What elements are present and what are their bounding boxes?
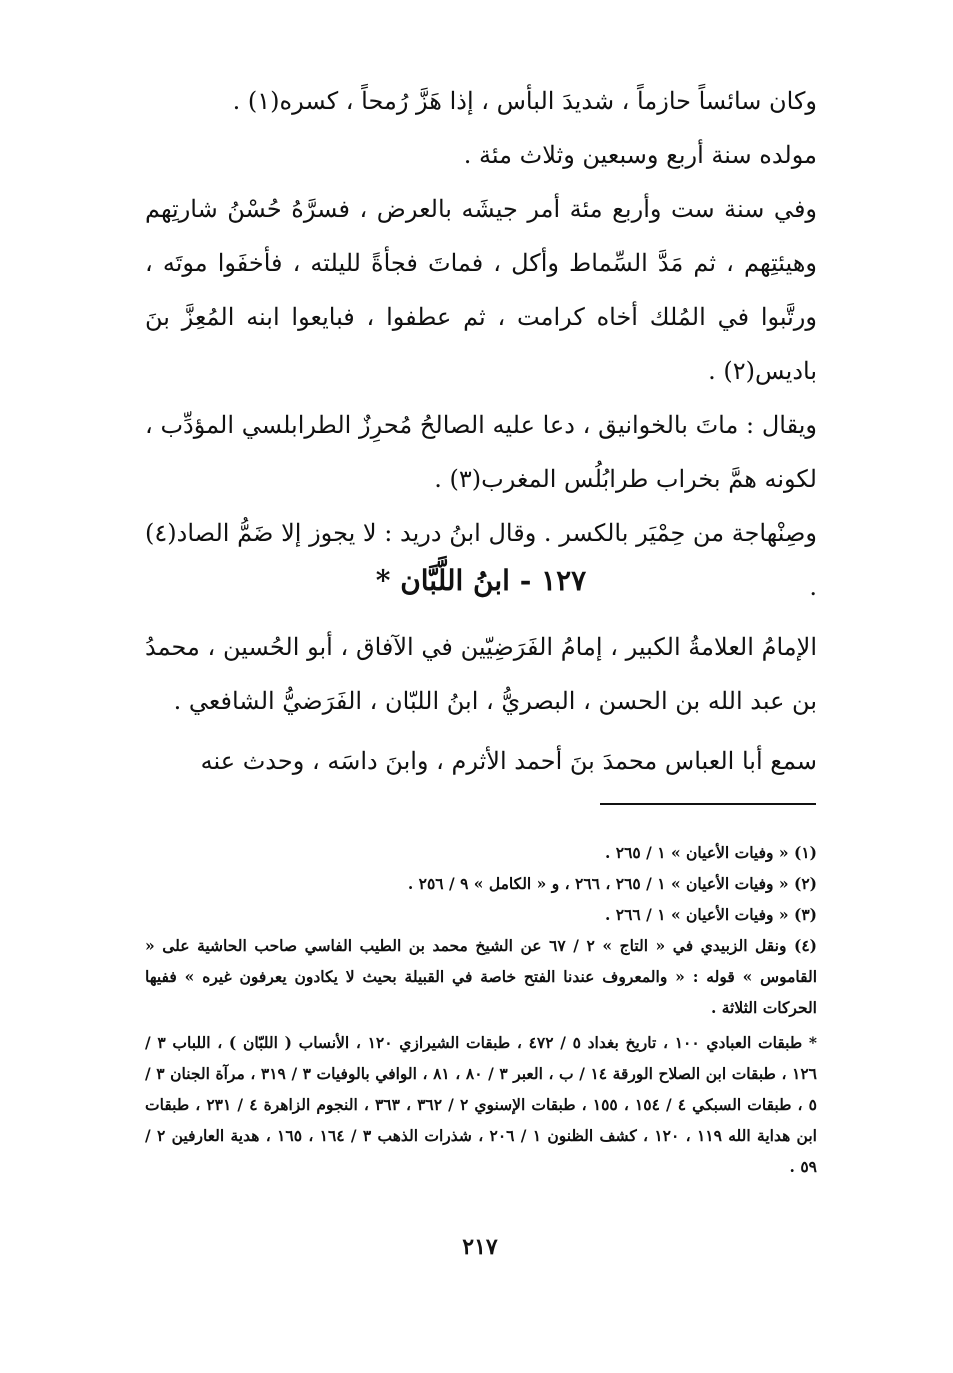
- biography-paragraph-1: الإمامُ العلامةُ الكبير ، إمامُ الفَرَضِيّين في الآفاق ، أبو الحُسين ، محمدُ بن عبد الله بن الحسن ، البصريُّ ، ابنُ اللبّان ، الفَرَضيُّ الشافعي .: [145, 633, 817, 715]
- footnote-1: (١) « وفيات الأعيان » ١ / ٢٦٥ .: [604, 843, 817, 862]
- footnote-separator: [600, 803, 816, 805]
- paragraph-4: ويقال : ماتَ بالخوانيق ، دعا عليه الصالحُ مُحرِزٌ الطرابلسي المؤدِّب ، لكونه همَّ بخراب طرابُلُس المغرب(٣) .: [145, 411, 817, 493]
- footnote-2: (٢) « وفيات الأعيان » ١ / ٢٦٥ ، ٢٦٦ ، و « الكامل » ٩ / ٢٥٦ .: [407, 874, 817, 893]
- paragraph-1: وكان سائساً حازماً ، شديدَ البأس ، إذا هَزَّ رُمحاً ، كسره(١) .: [232, 87, 817, 115]
- paragraph-5: وصِنْهاجة من حِمْيَر بالكسر . وقال ابنُ دريد : لا يجوز إلا ضَمُّ الصاد(٤) .: [145, 519, 817, 601]
- sources-note: * طبقات العبادي ١٠٠ ، تاريخ بغداد ٥ / ٤٧٢ ، طبقات الشيرازي ١٢٠ ، الأنساب ( اللبّان ) ، اللباب ٣ / ١٢٦ ، طبقات ابن الصلاح الورقة ١٤ / ب ، العبر ٣ / ٨٠ ، ٨١ ، الوافي بالوفيات ٣ / ٣١٩ ، مرآة الجنان ٣ / ٥ ، طبقات السبكي ٤ / ١٥٤ ، ١٥٥ ، طبقات الإسنوي ٢ / ٣٦٢ ، ٣٦٣ ، النجوم الزاهرة ٤ / ٢٣١ ، طبقات ابن هداية الله ١١٩ ، ١٢٠ ، كشف الظنون ١ / ٢٠٦ ، شذرات الذهب ٣ / ١٦٤ ، ١٦٥ ، هدية العارفين ٢ / ٥٩ .: [145, 1033, 817, 1176]
- page-number: ٢١٧: [462, 1234, 498, 1260]
- footnotes: [145, 837, 817, 1182]
- footnote-3: (٣) « وفيات الأعيان » ١ / ٢٦٦ .: [604, 905, 817, 924]
- biography-paragraph-2: سمع أبا العباس محمدَ بنَ أحمد الأثرم ، وابنَ داسَه ، وحدث عنه: [200, 747, 817, 775]
- footnote-4: (٤) ونقل الزبيدي في « التاج » ٢ / ٦٧ عن الشيخ محمد بن الطيب الفاسي صاحب الحاشية على « القاموس » قوله : « والمعروف عندنا الفتح خاصة في القبيلة بحيث لا يكادون يعرفون غيره » ففيها الحركات الثلاثة .: [145, 936, 817, 1017]
- biography-text: [145, 620, 817, 788]
- paragraph-2: مولده سنة أربع وسبعين وثلاث مئة .: [463, 141, 817, 169]
- paragraph-3: وفي سنة ست وأربع مئة أمر جيشَه بالعرض ، فسرَّهُ حُسْنُ شارتِهم وهيئتِهم ، ثم مَدَّ السِّماط وأكل ، فماتَ فجأةً لليلته ، فأخفَوا موتَه ، ورتَّبوا في المُلك أخاه كرامت ، ثم عطفوا ، فبايعوا ابنه المُعِزَّ بنَ باديس(٢) .: [145, 195, 818, 385]
- main-text: [145, 74, 817, 614]
- entry-heading: ١٢٧ - ابنُ اللَّبَّان *: [375, 564, 587, 597]
